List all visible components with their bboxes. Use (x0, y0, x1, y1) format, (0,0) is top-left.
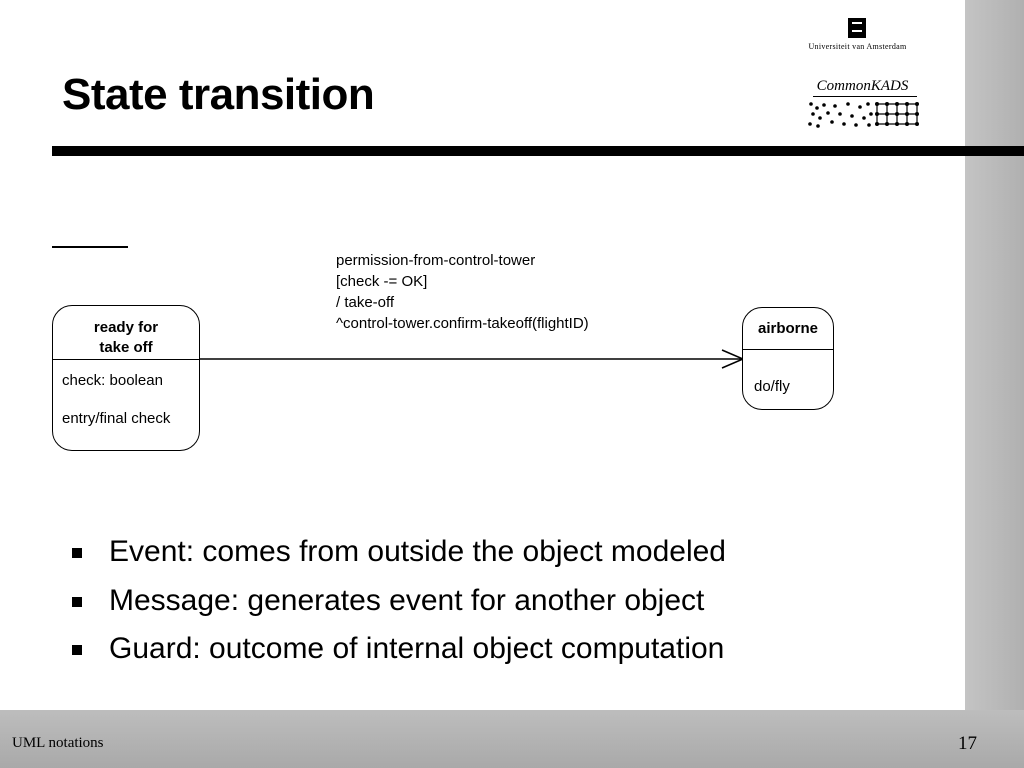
transition-label (336, 250, 589, 334)
bullet-list (72, 528, 726, 674)
state-airborne (742, 307, 834, 410)
state-name-line: airborne (757, 320, 818, 337)
bullet-item (72, 528, 726, 577)
bullet-text: Event: comes from outside the object modeled (109, 535, 726, 568)
bullet-text: Guard: outcome of internal object computation (109, 632, 725, 665)
footer-label: UML notations (12, 735, 104, 751)
state-name-line: take off (99, 339, 153, 356)
bullet-item (72, 625, 726, 674)
state-attribute: check: boolean (62, 372, 163, 389)
page-number: 17 (958, 733, 977, 754)
transition-guard: [check -= OK] (336, 273, 428, 290)
transition-action: / take-off (336, 294, 395, 311)
state-name (743, 308, 833, 350)
uva-logo-text: Universiteit van Amsterdam (808, 42, 907, 51)
state-ready-for-take-off (52, 305, 200, 451)
square-bullet-icon (72, 645, 82, 655)
state-name-line: ready for (93, 319, 159, 336)
state-name (53, 306, 199, 360)
state-action: do/fly (754, 378, 790, 395)
transition-event: permission-from-control-tower (336, 252, 536, 269)
square-bullet-icon (72, 597, 82, 607)
bullet-text: Message: generates event for another object (109, 583, 705, 617)
transition-message: ^control-tower.confirm-takeoff(flightID) (336, 315, 589, 332)
state-action: entry/final check (62, 410, 171, 427)
square-bullet-icon (72, 548, 82, 558)
bullet-item (72, 577, 726, 626)
commonkads-logo-text: CommonKADS (816, 78, 909, 94)
slide-title: State transition (62, 70, 375, 119)
